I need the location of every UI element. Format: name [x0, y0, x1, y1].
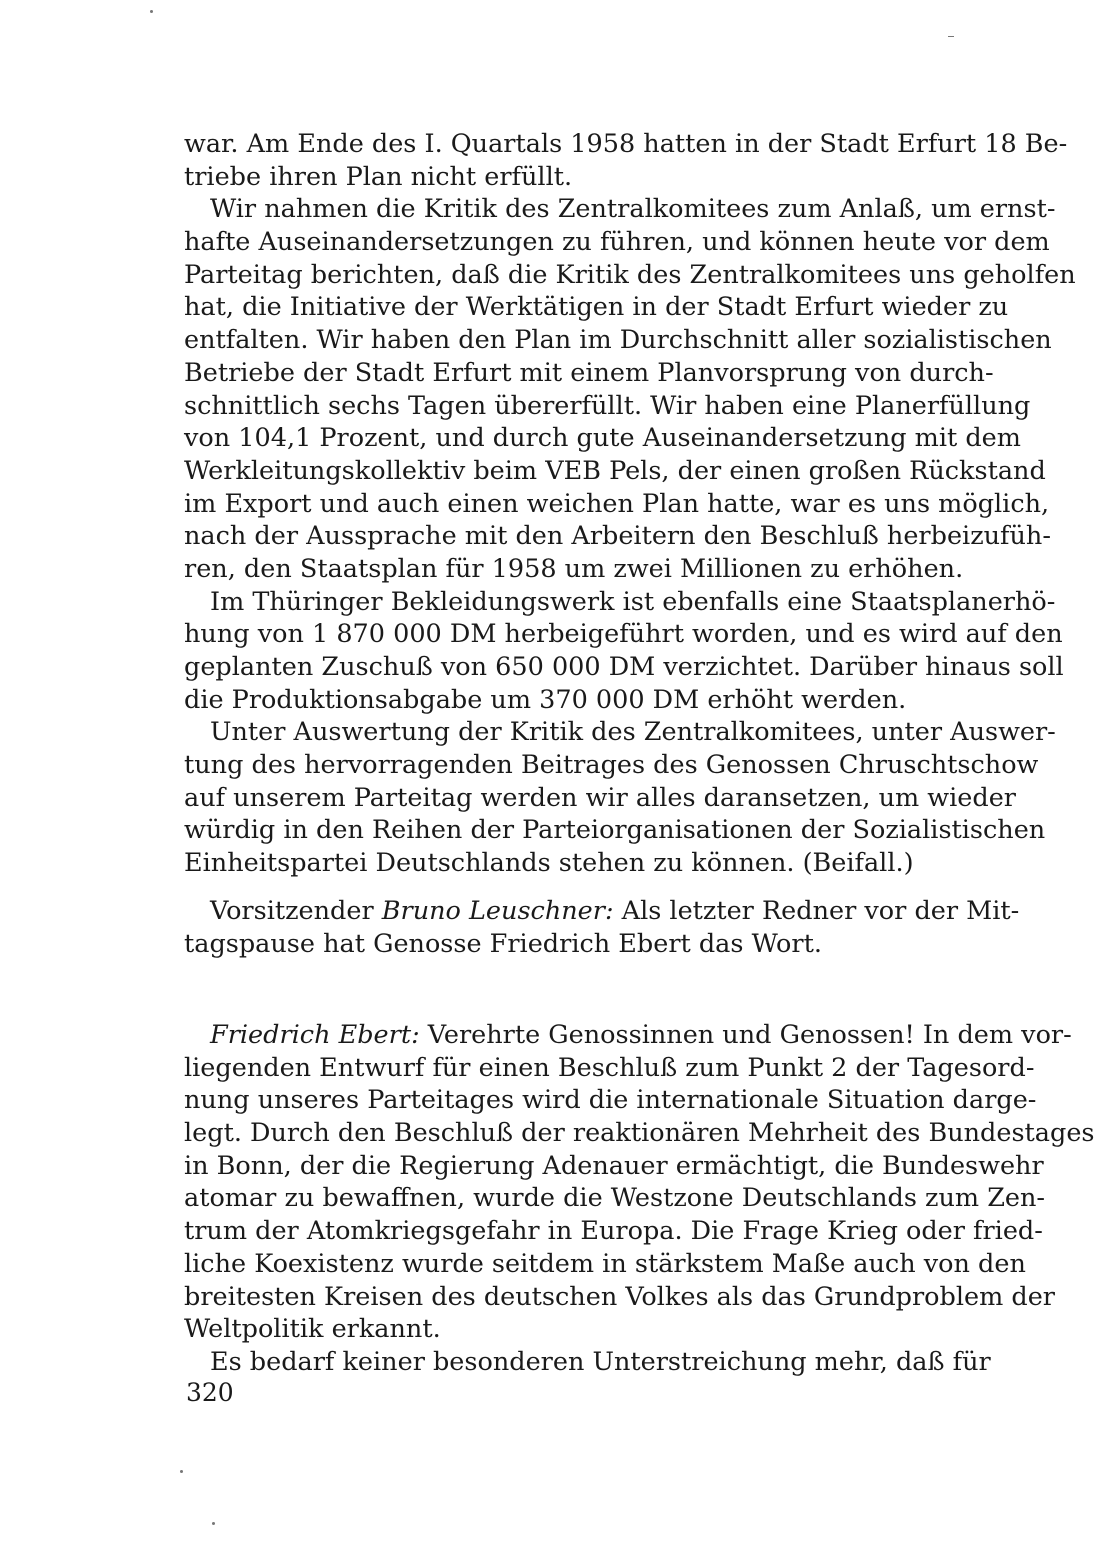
chair-speaker-name: Bruno Leuschner:: [381, 896, 614, 926]
text-line: von 104,1 Prozent, und durch gute Auseinandersetzung mit dem: [184, 423, 1021, 454]
text-line: schnittlich sechs Tagen übererfüllt. Wir haben eine Planerfüllung: [184, 390, 1031, 421]
text-line: Unter Auswertung der Kritik des Zentralkomitees, unter Auswer-: [210, 717, 1056, 748]
chair-prefix: Vorsitzender: [210, 896, 382, 926]
scan-speck: [212, 1522, 215, 1525]
text-line: in Bonn, der die Regierung Adenauer ermächtigt, die Bundeswehr: [184, 1150, 1044, 1181]
text-line: Parteitag berichten, daß die Kritik des Zentralkomitees uns geholfen: [184, 259, 1076, 290]
page-number: 320: [186, 1378, 234, 1407]
text-line: hat, die Initiative der Werktätigen in der Stadt Erfurt wieder zu: [184, 292, 1009, 323]
chair-announcement: [184, 895, 1020, 960]
chair-text: Als letzter Redner vor der Mit-: [613, 896, 1020, 926]
text-line: entfalten. Wir haben den Plan im Durchschnitt aller sozialistischen: [184, 325, 1052, 356]
text-line: nung unseres Parteitages wird die internationale Situation darge-: [184, 1085, 1037, 1116]
ebert-speech: [184, 1019, 1095, 1379]
body-text-block-1: [184, 128, 1076, 880]
text-line: triebe ihren Plan nicht erfüllt.: [184, 161, 573, 192]
text-line: liegenden Entwurf für einen Beschluß zum Punkt 2 der Tagesord-: [184, 1052, 1035, 1083]
text-line: die Produktionsabgabe um 370 000 DM erhöht werden.: [184, 684, 907, 715]
text-line: tung des hervorragenden Beitrages des Genossen Chruschtschow: [184, 750, 1039, 781]
text-line: ren, den Staatsplan für 1958 um zwei Millionen zu erhöhen.: [184, 553, 964, 584]
text-line: [184, 1019, 1072, 1052]
text-line: tagspause hat Genosse Friedrich Ebert das Wort.: [184, 928, 822, 959]
text-line: liche Koexistenz wurde seitdem in stärkstem Maße auch von den: [184, 1248, 1026, 1279]
text-line: im Export und auch einen weichen Plan hatte, war es uns möglich,: [184, 488, 1050, 519]
scan-speck: [180, 1470, 183, 1473]
text-line: Weltpolitik erkannt.: [184, 1314, 441, 1345]
text-line: war. Am Ende des I. Quartals 1958 hatten in der Stadt Erfurt 18 Be-: [184, 129, 1068, 159]
scan-speck: [150, 10, 153, 13]
ebert-speaker-name: Friedrich Ebert:: [210, 1020, 420, 1050]
text-line: legt. Durch den Beschluß der reaktionären Mehrheit des Bundestages: [184, 1118, 1095, 1149]
ebert-text: Verehrte Genossinnen und Genossen! In dem vor-: [419, 1020, 1072, 1050]
text-line: Es bedarf keiner besonderen Unterstreichung mehr, daß für: [210, 1346, 991, 1377]
text-line: hung von 1 870 000 DM herbeigeführt worden, und es wird auf den: [184, 619, 1063, 650]
text-line: atomar zu bewaffnen, wurde die Westzone Deutschlands zum Zen-: [184, 1183, 1046, 1214]
text-line: auf unserem Parteitag werden wir alles daransetzen, um wieder: [184, 782, 1016, 813]
text-line: hafte Auseinandersetzungen zu führen, und können heute vor dem: [184, 227, 1050, 258]
text-line: Werkleitungskollektiv beim VEB Pels, der einen großen Rückstand: [184, 455, 1046, 486]
text-line: breitesten Kreisen des deutschen Volkes als das Grundproblem der: [184, 1281, 1055, 1312]
text-line: trum der Atomkriegsgefahr in Europa. Die Frage Krieg oder fried-: [184, 1216, 1043, 1247]
text-line: nach der Aussprache mit den Arbeitern den Beschluß herbeizufüh-: [184, 521, 1051, 552]
text-line: geplanten Zuschuß von 650 000 DM verzichtet. Darüber hinaus soll: [184, 652, 1064, 682]
text-line: Im Thüringer Bekleidungswerk ist ebenfalls eine Staatsplanerhö-: [210, 586, 1056, 617]
text-line: Einheitspartei Deutschlands stehen zu können. (Beifall.): [184, 848, 914, 879]
text-line: würdig in den Reihen der Parteiorganisationen der Sozialistischen: [184, 815, 1046, 846]
text-line: [184, 895, 1020, 928]
text-line: Wir nahmen die Kritik des Zentralkomitees zum Anlaß, um ernst-: [210, 194, 1056, 225]
scan-speck: [948, 36, 954, 37]
text-line: Betriebe der Stadt Erfurt mit einem Planvorsprung von durch-: [184, 357, 994, 388]
